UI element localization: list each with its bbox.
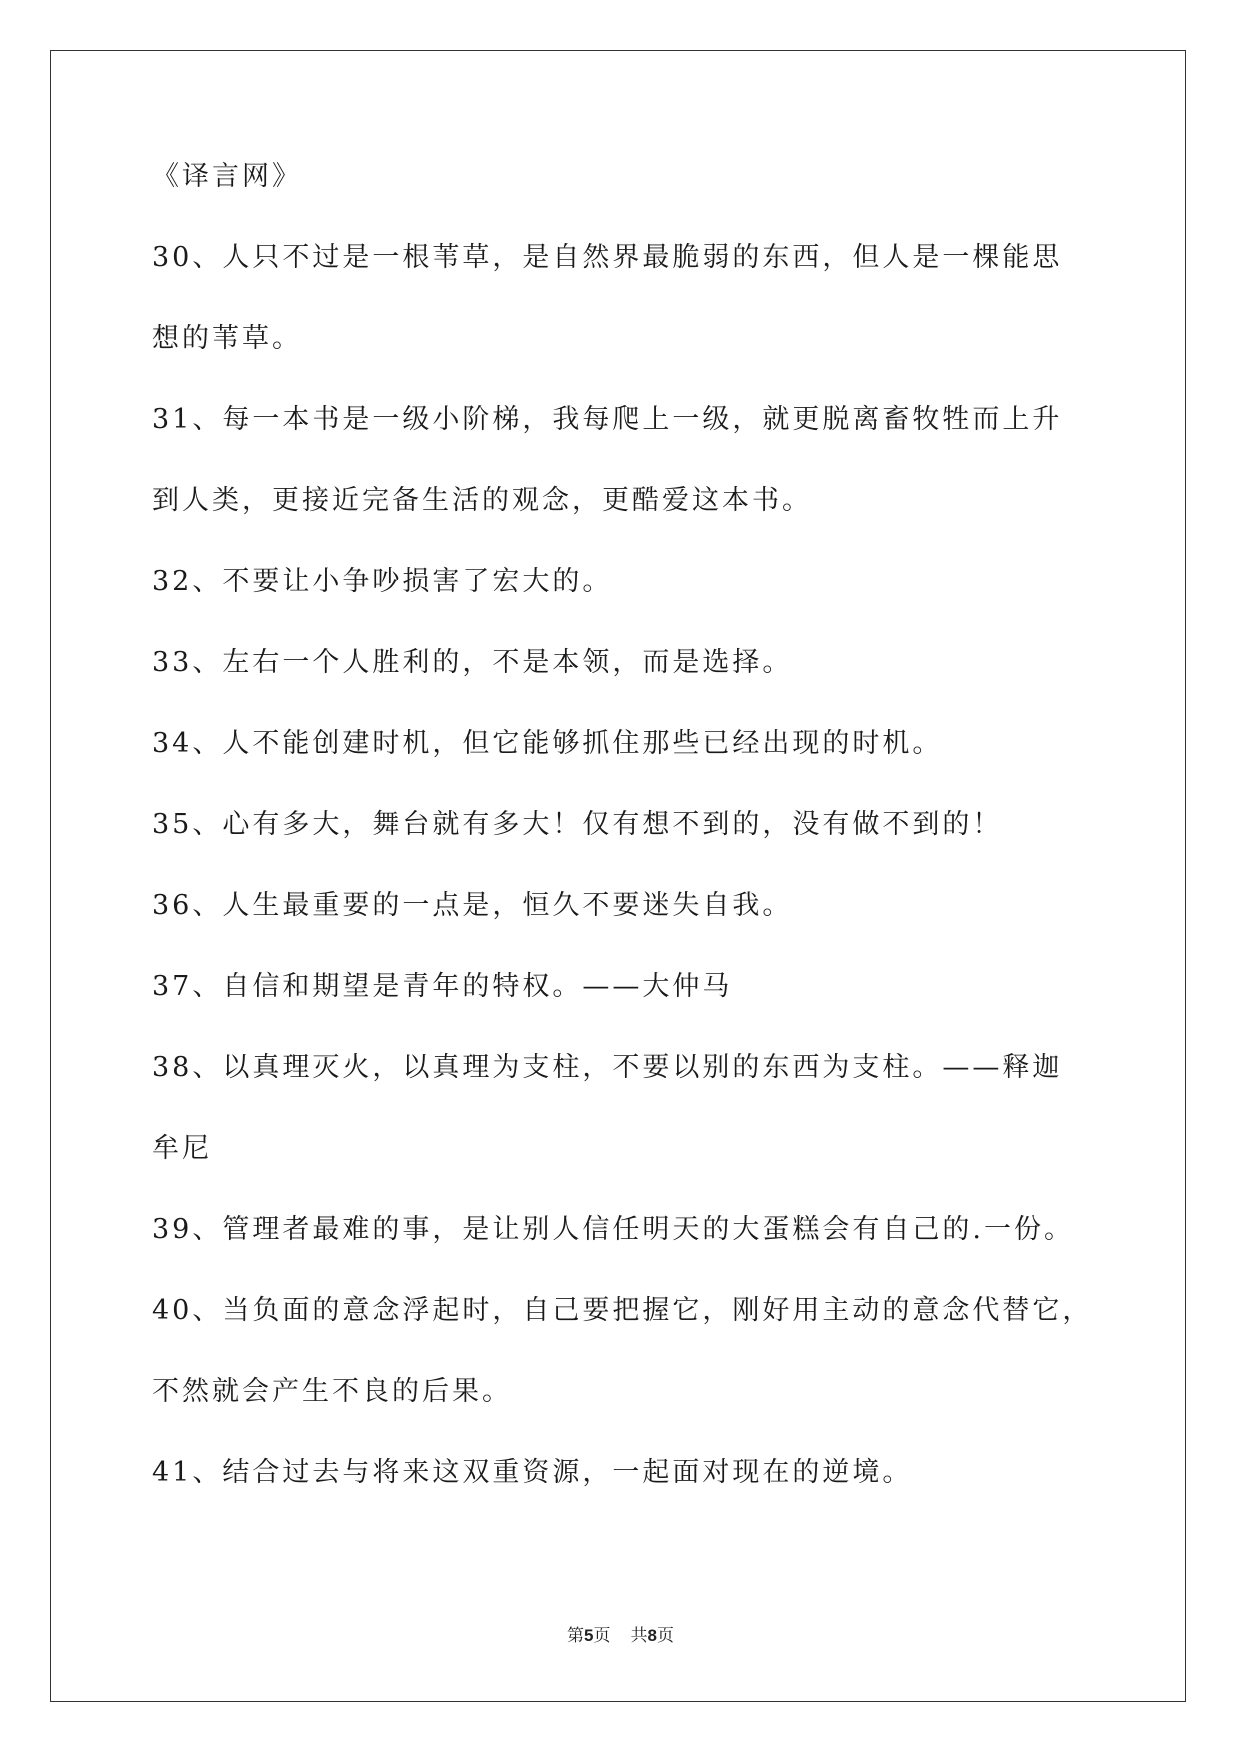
- footer-total-prefix: 共: [630, 1626, 648, 1646]
- text-line: 到人类，更接近完备生活的观念，更酷爱这本书。: [152, 485, 812, 516]
- footer-prefix: 第: [567, 1626, 585, 1646]
- text-line: 不然就会产生不良的后果。: [152, 1376, 512, 1407]
- footer-total-suffix: 页: [656, 1626, 674, 1646]
- text-line: 想的苇草。: [152, 323, 302, 354]
- current-page-number: 5: [584, 1626, 594, 1645]
- footer-page-suffix: 页: [593, 1626, 611, 1646]
- text-line: 34、人不能创建时机，但它能够抓住那些已经出现的时机。: [152, 728, 943, 759]
- text-line: 32、不要让小争吵损害了宏大的。: [152, 566, 613, 597]
- text-line: 牟尼: [152, 1133, 212, 1164]
- page-footer: [0, 1621, 1241, 1646]
- text-line: 36、人生最重要的一点是，恒久不要迷失自我。: [152, 890, 793, 921]
- text-line: 31、每一本书是一级小阶梯，我每爬上一级，就更脱离畜牧牲而上升: [152, 404, 1063, 435]
- text-line: 38、以真理灭火，以真理为支柱，不要以别的东西为支柱。——释迦: [152, 1052, 1063, 1083]
- text-line: 30、人只不过是一根苇草，是自然界最脆弱的东西，但人是一棵能思: [152, 242, 1063, 273]
- total-pages-number: 8: [647, 1626, 657, 1645]
- text-line: 33、左右一个人胜利的，不是本领，而是选择。: [152, 647, 793, 678]
- source-line: 《译言网》: [152, 161, 302, 192]
- text-line: 37、自信和期望是青年的特权。——大仲马: [152, 971, 733, 1002]
- document-body: [152, 158, 1112, 1535]
- text-line: 35、心有多大，舞台就有多大！仅有想不到的，没有做不到的！: [152, 809, 1003, 840]
- text-line: 41、结合过去与将来这双重资源，一起面对现在的逆境。: [152, 1457, 913, 1488]
- text-line: 40、当负面的意念浮起时，自己要把握它，刚好用主动的意念代替它，: [152, 1295, 1093, 1326]
- text-line: 39、管理者最难的事，是让别人信任明天的大蛋糕会有自己的.一份。: [152, 1214, 1074, 1245]
